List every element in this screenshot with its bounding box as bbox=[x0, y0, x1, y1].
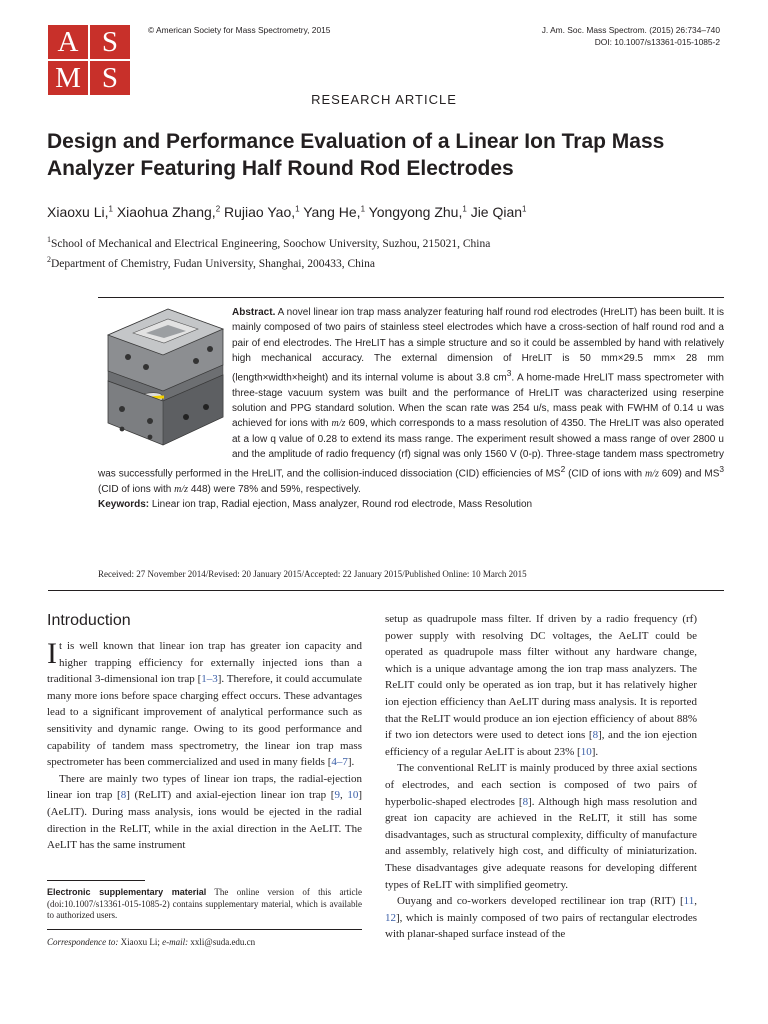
text-run: Ouyang and co-workers developed rectilinear ion trap (RIT) [ bbox=[397, 895, 684, 908]
citation-link[interactable]: 1–3 bbox=[201, 673, 218, 686]
dropcap: I bbox=[47, 637, 57, 670]
abstract-run: (CID of ions with bbox=[98, 483, 175, 495]
text-run: setup as quadrupole mass filter. If driven by a radio frequency (rf) power supply with resolving DC voltages, the AeLIT could be operated as quadrupole mass filter without any hardware change, which is a unique advantage among the ion trap mass analyzers. The ReLIT could only be operated as ion trap, but it has relatively higher ion ejection efficiency than AeLIT during mass analysis. It is reported that the ReLIT would produce an ion ejection efficiency of about 88% if two ion detectors were used to detect ions [ bbox=[385, 613, 697, 742]
supplementary-footnote bbox=[47, 887, 362, 922]
citation-link[interactable]: 12 bbox=[385, 911, 396, 924]
mz-italic: m/z bbox=[174, 483, 189, 495]
citation-link[interactable]: 9 bbox=[334, 789, 340, 802]
received-dates: Received: 27 November 2014/Revised: 20 January 2015/Accepted: 22 January 2015/Published Online: 10 March 2015 bbox=[98, 569, 527, 579]
paragraph bbox=[385, 760, 697, 893]
author-affil: 1 bbox=[295, 204, 300, 214]
section-rule bbox=[48, 590, 724, 591]
text-run: ] (AeLIT). During mass analysis, ions would be ejected in the radial direction in the ReLIT, while in the axial direction in the AeLIT. The AeLIT has the same instrument bbox=[47, 789, 362, 852]
affiliation-line bbox=[47, 252, 490, 272]
author-name: Rujiao Yao, bbox=[224, 204, 296, 220]
keywords-label: Keywords: bbox=[98, 499, 150, 511]
abstract-sup: 2 bbox=[560, 464, 566, 475]
citation-link[interactable]: 8 bbox=[592, 729, 599, 742]
journal-citation: J. Am. Soc. Mass Spectrom. (2015) 26:734–740 bbox=[541, 25, 720, 35]
intro-heading: Introduction bbox=[47, 612, 131, 629]
left-column bbox=[47, 638, 362, 854]
abstract-run: . A home-made HreLIT mass spectrometer with three-stage vacuum system was built and the performance of HreLIT was characterized using reserpine solution and PPG standard solution. When the scan rate was 254 u/s, mass peak with FWHM of 0.14 u was achieved for ions with bbox=[232, 372, 724, 430]
mz-italic: m/z bbox=[331, 418, 346, 430]
corr-name: Xiaoxu Li; bbox=[118, 937, 163, 947]
text-run: ]. bbox=[347, 756, 355, 769]
paper-title: Design and Performance Evaluation of a Linear Ion Trap Mass Analyzer Featuring Half Round Rod Electrodes bbox=[47, 130, 665, 180]
esm-label: Electronic supplementary material bbox=[47, 887, 207, 897]
footnote-rule bbox=[47, 880, 145, 881]
citation-link[interactable]: 8 bbox=[120, 789, 127, 802]
affiliation-line bbox=[47, 232, 490, 252]
text-run: , bbox=[694, 895, 697, 908]
author-affil: 1 bbox=[462, 204, 467, 214]
citation-link[interactable]: 4–7 bbox=[331, 756, 348, 769]
text-run: ] (ReLIT) and axial-ejection linear ion trap [ bbox=[126, 789, 335, 802]
asms-logo bbox=[48, 25, 130, 95]
logo-letter-s: S bbox=[101, 26, 119, 58]
text-run: ], which is mainly composed of two pairs of rectangular electrodes with planar-shaped surface instead of the bbox=[385, 911, 697, 941]
author-name: Xiaoxu Li, bbox=[47, 204, 109, 220]
affiliation-num: 2 bbox=[47, 254, 51, 264]
abstract-label: Abstract. bbox=[232, 307, 276, 318]
citation-link[interactable]: 8 bbox=[522, 795, 529, 808]
logo-letter-a: A bbox=[57, 26, 79, 58]
author-affil: 1 bbox=[108, 204, 113, 214]
logo-letter-m: M bbox=[55, 62, 81, 94]
keywords bbox=[98, 497, 724, 512]
keywords-text: Linear ion trap, Radial ejection, Mass analyzer, Round rod electrode, Mass Resolution bbox=[149, 499, 533, 511]
abstract-run: 609) and MS bbox=[658, 468, 720, 480]
right-column bbox=[385, 611, 697, 943]
author-affil: 1 bbox=[360, 204, 366, 214]
abstract-run: 448) were 78% and 59%, respectively. bbox=[188, 483, 361, 495]
corr-label: Correspondence to: bbox=[47, 937, 119, 947]
text-run: There are mainly two types of linear ion traps, the radial-ejection linear ion trap [ bbox=[47, 772, 362, 802]
author-name: Xiaohua Zhang, bbox=[116, 204, 216, 220]
paragraph bbox=[47, 771, 362, 854]
affiliations bbox=[47, 232, 490, 272]
copyright-line: © American Society for Mass Spectrometry, 2015 bbox=[148, 25, 331, 35]
logo-letter-s2: S bbox=[101, 62, 119, 94]
ion-trap-figure bbox=[98, 305, 228, 457]
author-affil: 2 bbox=[215, 204, 221, 214]
text-run: ]. Although high mass resolution and great ion capacity are achieved in the ReLIT, it still has some disadvantages, such as structural complexity, difficulty of manufacture and assembly, relatively high cost, and difficulty of miniaturization. These disadvantages give adequate reasons for developing different types of ReLIT with simplified geometry. bbox=[385, 795, 698, 891]
citation-link[interactable]: 10 bbox=[580, 745, 592, 758]
author-name: Yang He, bbox=[303, 204, 361, 220]
text-run: t is well known that linear ion trap has greater ion capacity and higher trapping efficiency for externally injected ions than a traditional 3-dimensional ion trap [ bbox=[47, 640, 362, 686]
paragraph bbox=[385, 611, 697, 760]
author-affil: 1 bbox=[522, 204, 527, 214]
esm-text: The online version of this article (doi:10.1007/s13361-015-1085-2) contains supplementary material, which is available to authorized users. bbox=[47, 887, 362, 920]
abstract-top-rule bbox=[98, 297, 724, 298]
logo-divider-h bbox=[48, 59, 130, 61]
article-type: RESEARCH ARTICLE bbox=[311, 92, 457, 107]
abstract-sup: 3 bbox=[719, 464, 725, 475]
author-name: Yongyong Zhu, bbox=[368, 204, 463, 220]
correspondence-footnote bbox=[47, 937, 255, 947]
abstract-run: (CID of ions with bbox=[565, 468, 645, 480]
text-run: ]. Therefore, it could accumulate many more ions before space charging effect occurs. These advantages lead to a significant improvement of analytical performance such as sensitivity and dynamic range. Owing to its good performance and capability of tandem mass spectrometry, the linear ion trap mass spectrometer has been commercialized and used in many fields [ bbox=[47, 673, 363, 769]
text-run: The conventional ReLIT is mainly produced by three axial sections of electrodes, and each section is composed of two pairs of hyperbolic-shaped electrodes [ bbox=[385, 762, 697, 808]
abstract-run: 609, which corresponds to a mass resolution of 4350. The HreLIT was also operated at a low q value of 0.28 to extend its mass range. The experiment result showed a mass range of over 2800 u and the amplitude of radio frequency (rf) signal was only 1560 V (0-p). Three-stage tandem mass spectrometry was successfully performed in the HreLIT, and the collision-induced dissociation (CID) efficiencies of MS bbox=[98, 418, 724, 480]
author-list bbox=[47, 204, 527, 220]
footnote-rule bbox=[47, 929, 362, 930]
paragraph bbox=[47, 638, 362, 771]
text-run: ], and the ion ejection efficiency of a regular AeLIT is about 23% [ bbox=[385, 729, 697, 758]
mz-italic: m/z bbox=[644, 468, 659, 480]
text-run: ]. bbox=[591, 745, 599, 758]
email-link[interactable]: xxli@suda.edu.cn bbox=[188, 937, 256, 947]
text-run: , bbox=[339, 789, 348, 802]
affiliation-num: 1 bbox=[47, 235, 51, 244]
citation-link[interactable]: 11 bbox=[683, 895, 695, 908]
abstract-run: A novel linear ion trap mass analyzer featuring half round rod electrodes (HreLIT) has been built. It is mainly composed of two pairs of stainless steel electrodes which have a cross-section of half round rod and a pair of end electrodes. The HreLIT has a simple structure and so it could be assembled by hand with relatively high mechanical accuracy. The external dimension of HreLIT is 50 mm×29.5 mm× 28 mm (length×width×height) and its internal volume is about 3.8 cm bbox=[232, 307, 724, 384]
affiliation-text: Department of Chemistry, Fudan University, Shanghai, 200433, China bbox=[51, 257, 375, 270]
doi-line: DOI: 10.1007/s13361-015-1085-2 bbox=[594, 37, 720, 47]
email-label: e-mail: bbox=[162, 937, 189, 947]
affiliation-text: School of Mechanical and Electrical Engineering, Soochow University, Suzhou, 215021, China bbox=[51, 237, 491, 250]
abstract-block bbox=[98, 305, 724, 512]
author-name: Jie Qian bbox=[470, 204, 523, 220]
abstract-sup: 3 bbox=[506, 368, 512, 379]
paragraph bbox=[385, 893, 697, 943]
citation-link[interactable]: 10 bbox=[347, 789, 359, 802]
